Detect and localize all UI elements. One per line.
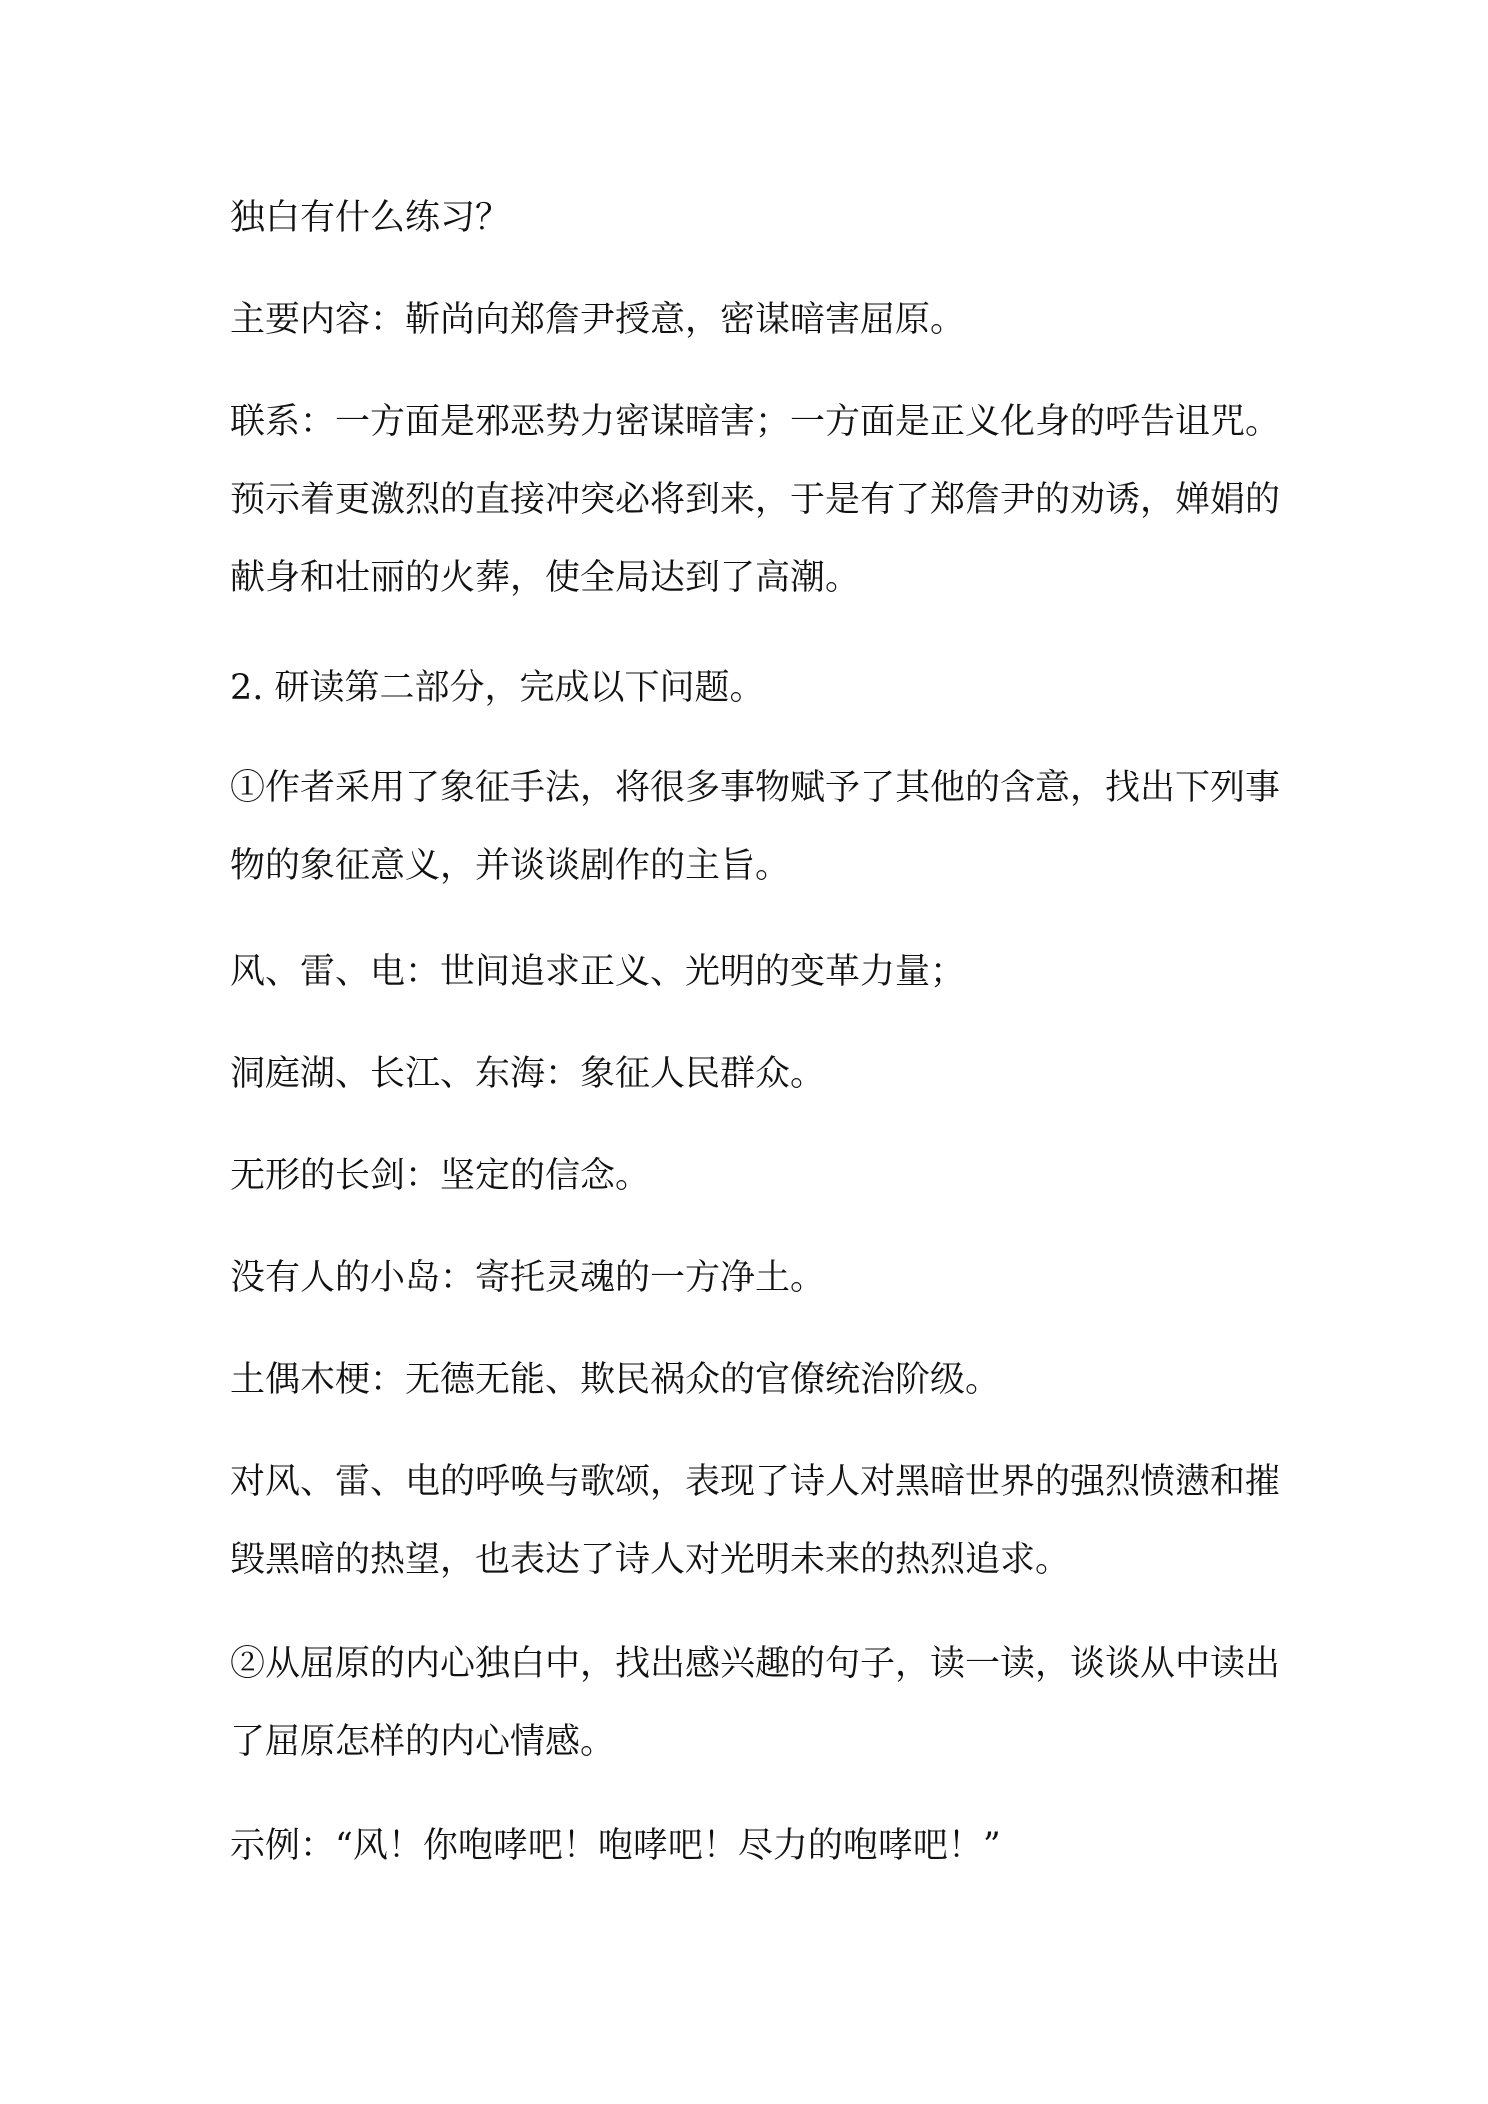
symbol-wind-thunder-lightning: 风、雷、电：世间追求正义、光明的变革力量； [230,952,966,992]
theme-paragraph-line-2: 毁黑暗的热望，也表达了诗人对光明未来的热烈追求。 [230,1540,1071,1580]
connection-paragraph-line-1: 联系：一方面是邪恶势力密谋暗害；一方面是正义化身的呼告诅咒。 [230,402,1281,442]
connection-paragraph-line-2: 预示着更激烈的直接冲突必将到来，于是有了郑詹尹的劝诱，婵娟的 [230,480,1281,520]
symbol-clay-idols: 土偶木梗：无德无能、欺民祸众的官僚统治阶级。 [230,1360,1001,1400]
question-1-line-2: 物的象征意义，并谈谈剧作的主旨。 [230,846,791,886]
question-heading: 独白有什么练习？ [230,198,511,238]
question-1-line-1: ①作者采用了象征手法，将很多事物赋予了其他的含意，找出下列事 [230,768,1281,808]
theme-paragraph-line-1: 对风、雷、电的呼唤与歌颂，表现了诗人对黑暗世界的强烈愤懑和摧 [230,1462,1281,1502]
question-2-line-1: ②从屈原的内心独白中，找出感兴趣的句子，读一读，谈谈从中读出 [230,1644,1281,1684]
symbol-lakes-rivers-sea: 洞庭湖、长江、东海：象征人民群众。 [230,1054,826,1094]
question-2-line-2: 了屈原怎样的内心情感。 [230,1722,616,1762]
main-content-paragraph: 主要内容：靳尚向郑詹尹授意，密谋暗害屈原。 [230,300,966,340]
symbol-invisible-sword: 无形的长剑：坚定的信念。 [230,1156,651,1196]
section-2-heading: 2. 研读第二部分，完成以下问题。 [230,668,765,708]
symbol-deserted-island: 没有人的小岛：寄托灵魂的一方净土。 [230,1258,826,1298]
example-quote: 示例：“风！你咆哮吧！咆哮吧！尽力的咆哮吧！” [230,1826,1001,1866]
connection-paragraph-line-3: 献身和壮丽的火葬，使全局达到了高潮。 [230,558,861,598]
